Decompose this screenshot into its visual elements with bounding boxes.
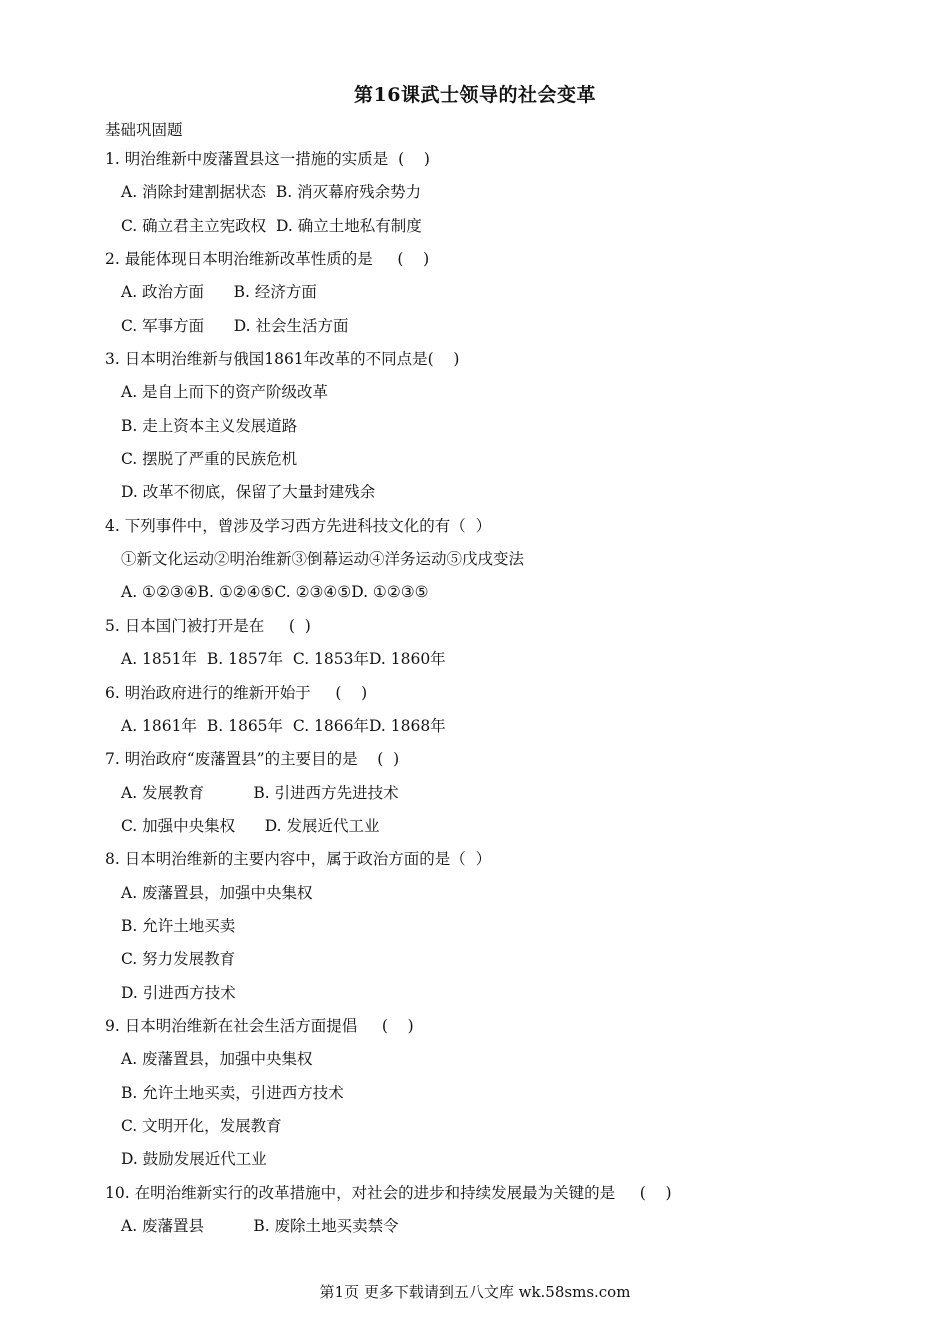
question-line: 9. 日本明治维新在社会生活方面提倡 ( ) xyxy=(105,1016,414,1035)
option-line: B. 允许土地买卖 xyxy=(121,916,236,935)
option-line: A. 发展教育 B. 引进西方先进技术 xyxy=(121,783,399,802)
option-line: A. 是自上而下的资产阶级改革 xyxy=(121,383,329,402)
section-heading: 基础巩固题 xyxy=(105,121,183,139)
option-line: D. 改革不彻底，保留了大量封建残余 xyxy=(121,483,376,502)
page-title: 第16课武士领导的社会变革 xyxy=(354,84,596,106)
option-line: A. 政治方面 B. 经济方面 xyxy=(121,283,317,302)
question-line: 6. 明治政府进行的维新开始于 ( ) xyxy=(105,683,368,702)
option-line: C. 确立君主立宪政权 D. 确立土地私有制度 xyxy=(121,216,422,235)
option-line: C. 摆脱了严重的民族危机 xyxy=(121,450,298,469)
question-line: 8. 日本明治维新的主要内容中，属于政治方面的是（ ） xyxy=(105,850,492,869)
option-line: B. 允许土地买卖，引进西方技术 xyxy=(121,1083,344,1102)
question-line: 1. 明治维新中废藩置县这一措施的实质是 ( ) xyxy=(105,150,430,168)
question-line: 7. 明治政府“废藩置县”的主要目的是 ( ) xyxy=(105,750,400,769)
option-line: A. ①②③④B. ①②④⑤C. ②③④⑤D. ①②③⑤ xyxy=(121,583,429,602)
option-line: A. 废藩置县 B. 废除土地买卖禁令 xyxy=(121,1217,399,1235)
option-line: A. 废藩置县，加强中央集权 xyxy=(121,883,313,902)
option-line: A. 1861年 B. 1865年 C. 1866年D. 1868年 xyxy=(121,716,446,735)
option-line: C. 文明开化，发展教育 xyxy=(121,1116,282,1135)
option-line: D. 引进西方技术 xyxy=(121,983,236,1002)
option-line: A. 消除封建割据状态 B. 消灭幕府残余势力 xyxy=(121,183,422,202)
option-line: C. 努力发展教育 xyxy=(121,950,236,969)
question-line: 3. 日本明治维新与俄国1861年改革的不同点是( ) xyxy=(105,350,460,369)
option-line: C. 军事方面 D. 社会生活方面 xyxy=(121,316,349,335)
option-line: C. 加强中央集权 D. 发展近代工业 xyxy=(121,816,380,835)
option-line: A. 废藩置县，加强中央集权 xyxy=(121,1050,313,1069)
question-line: 4. 下列事件中，曾涉及学习西方先进科技文化的有（ ） xyxy=(105,516,492,535)
option-line: B. 走上资本主义发展道路 xyxy=(121,416,298,435)
page-footer: 第1页 更多下载请到五八文库 wk.58sms.com xyxy=(319,1283,631,1301)
option-line: A. 1851年 B. 1857年 C. 1853年D. 1860年 xyxy=(121,650,446,669)
option-line: ①新文化运动②明治维新③倒幕运动④洋务运动⑤戊戌变法 xyxy=(121,550,525,569)
question-line: 5. 日本国门被打开是在 ( ) xyxy=(105,616,311,635)
option-line: D. 鼓励发展近代工业 xyxy=(121,1150,267,1169)
question-list xyxy=(105,148,885,1248)
question-line: 10. 在明治维新实行的改革措施中，对社会的进步和持续发展最为关键的是 ( ) xyxy=(105,1183,672,1202)
question-line: 2. 最能体现日本明治维新改革性质的是 ( ) xyxy=(105,250,430,269)
